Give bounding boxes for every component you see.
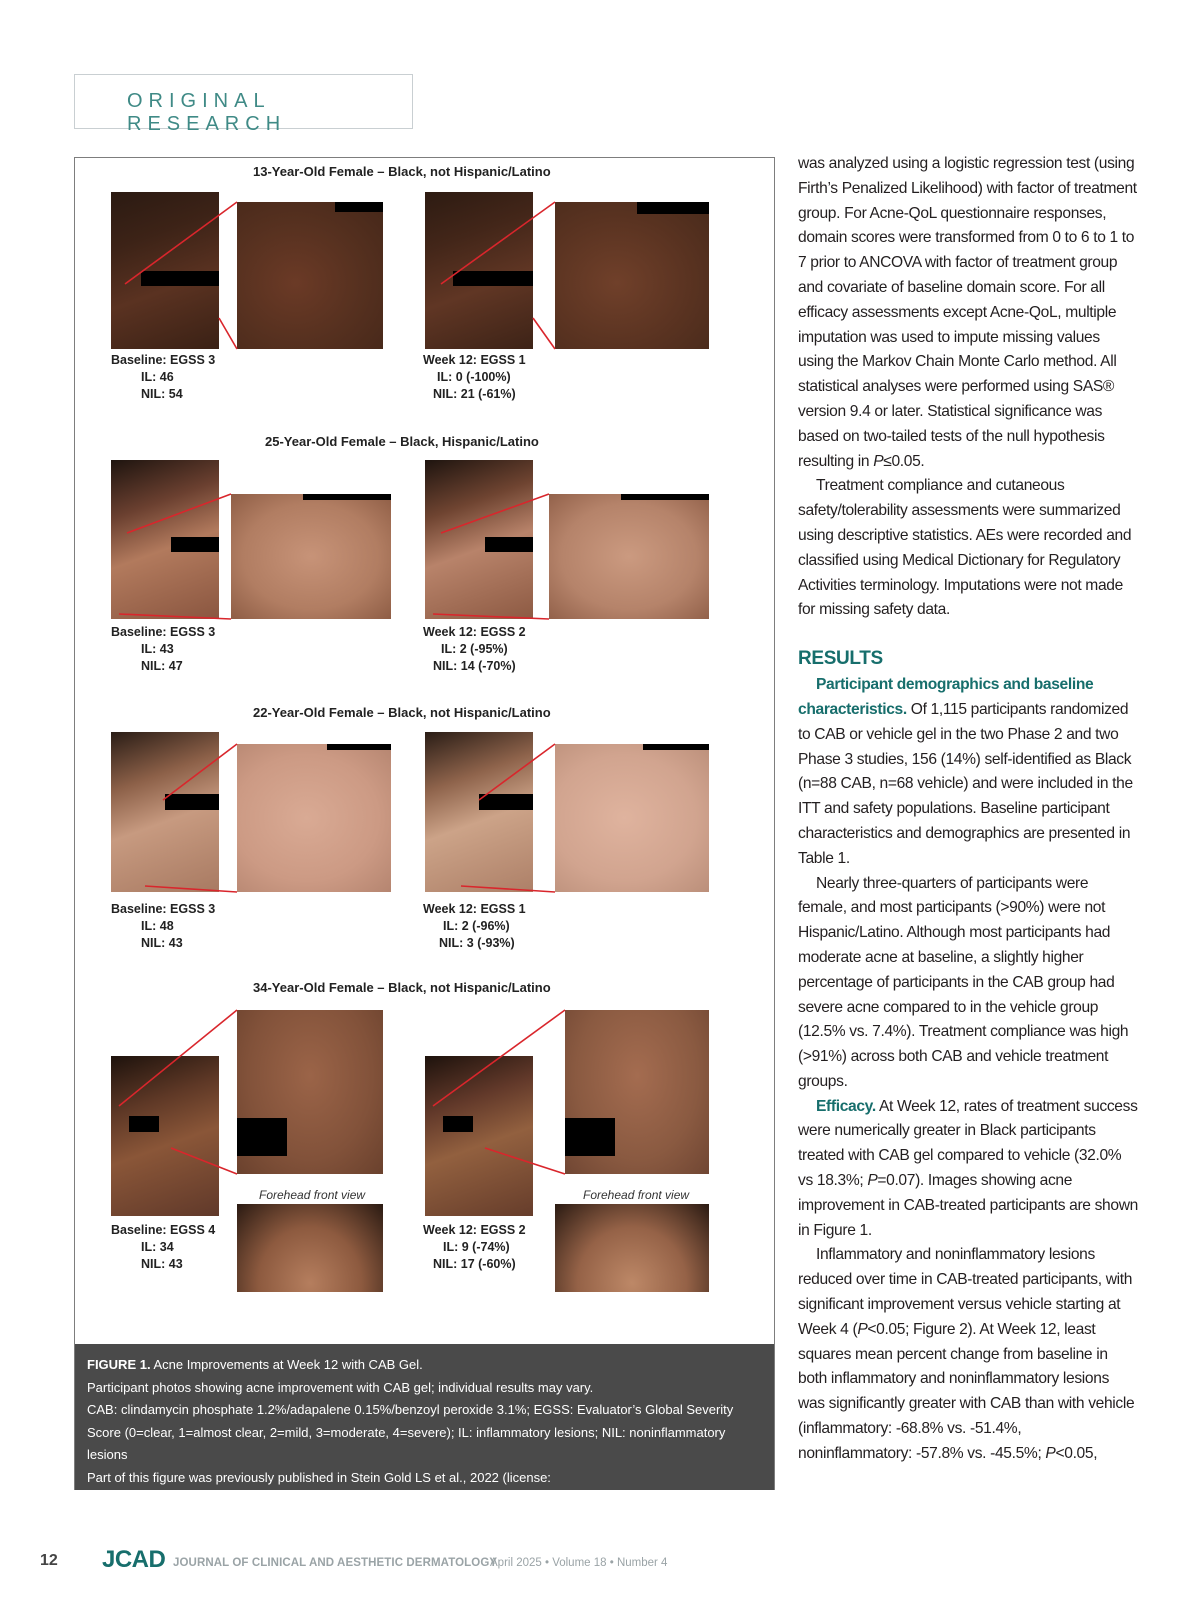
caption-title-line — [87, 1354, 762, 1377]
scale-bar — [637, 202, 709, 214]
results-heading: RESULTS — [798, 648, 883, 670]
p-value-symbol: P — [873, 452, 884, 470]
case-1-baseline-nil: NIL: 54 — [141, 387, 183, 401]
paragraph-participants: Nearly three-quarters of participants were female, and most participants (>90%) were not Hispanic/Latino. Although most participants had moderate acne at baseline, a slightly higher percentage of participants in the CAB group had severe acne compared to in the vehicle group (12.5% vs. 7.4%). Treatment compliance was high (>91%) across both CAB and vehicle treatment groups. — [798, 874, 1129, 1090]
case-3-baseline-face-photo — [111, 732, 219, 892]
case-2-baseline-face-photo — [111, 460, 219, 619]
caption-line-4 — [87, 1467, 762, 1515]
case-4-week12-nil: NIL: 17 (-60%) — [433, 1257, 516, 1271]
page-number: 12 — [40, 1552, 58, 1569]
case-2-title: 25-Year-Old Female – Black, Hispanic/Latino — [265, 434, 539, 449]
case-4-week12-forehead-photo — [555, 1204, 709, 1292]
paragraph-lesions — [798, 1243, 1138, 1466]
eye-censor-bar — [453, 271, 533, 286]
connector-line — [219, 318, 237, 349]
eye-censor-bar — [165, 794, 219, 810]
paragraph-demographics-text: Of 1,115 participants randomized to CAB or vehicle gel in the two Phase 2 and two Phase 3 studies, 156 (14%) self-identified as Black (n=88 CAB, n=68 vehicle) and were included in the ITT and safety populations. Baseline participant characteristics and demographics are presented in Table 1. — [798, 700, 1133, 867]
case-3-week12-nil: NIL: 3 (-93%) — [439, 936, 515, 950]
case-4-title: 34-Year-Old Female – Black, not Hispanic/Latino — [253, 980, 551, 995]
case-4-baseline-nil: NIL: 43 — [141, 1257, 183, 1271]
case-4-week12-il: IL: 9 (-74%) — [443, 1240, 510, 1254]
paragraph-statistics — [798, 152, 1138, 474]
caption-title: Acne Improvements at Week 12 with CAB Gel. — [150, 1357, 423, 1372]
case-1-title: 13-Year-Old Female – Black, not Hispanic/Latino — [253, 164, 551, 179]
figure-1 — [74, 157, 775, 1511]
figure-caption — [75, 1344, 774, 1511]
case-2-week12-egss: Week 12: EGSS 2 — [423, 625, 526, 639]
case-2-week12-il: IL: 2 (-95%) — [441, 642, 508, 656]
eye-censor-block — [565, 1118, 615, 1156]
journal-issue: April 2025 • Volume 18 • Number 4 — [490, 1557, 668, 1569]
case-1-week12-face-photo — [425, 192, 533, 349]
paragraph-lesions-text-b: <0.05; Figure 2). At Week 12, least squares mean percent change from baseline in both inflammatory and noninflammatory lesions was significantly greater with CAB than with vehicle (inflammatory: -68.8% vs. -51.4%, noninflammatory: -57.8% vs. -45.5%; — [798, 1320, 1135, 1462]
case-4-baseline-closeup-photo — [237, 1010, 383, 1174]
case-2-baseline-closeup-photo — [231, 494, 391, 619]
case-4-baseline-face-photo — [111, 1056, 219, 1216]
case-1-week12-stats — [423, 352, 526, 403]
case-4-baseline-forehead-photo — [237, 1204, 383, 1292]
case-1-week12-il: IL: 0 (-100%) — [437, 370, 511, 384]
p-value-symbol: P — [857, 1320, 868, 1338]
case-2-week12-closeup-photo — [549, 494, 709, 619]
case-2-week12-stats — [423, 624, 526, 675]
paragraph-safety: Treatment compliance and cutaneous safety/tolerability assessments were summarized using descriptive statistics. AEs were recorded and classified using Medical Dictionary for Regulatory Activities terminology. Imputations were not made for missing safety data. — [798, 477, 1132, 619]
case-1-baseline-stats — [111, 352, 215, 403]
case-3-baseline-egss: Baseline: EGSS 3 — [111, 902, 216, 916]
case-1-baseline-face-photo — [111, 192, 219, 349]
case-3-title: 22-Year-Old Female – Black, not Hispanic/Latino — [253, 705, 551, 720]
paragraph-lesions-text-a: Inflammatory and noninflammatory lesions reduced over time in CAB-treated participants, with significant improvement versus vehicle starting at Week 4 ( — [798, 1246, 1133, 1338]
scale-bar — [327, 744, 391, 750]
case-2-baseline-egss: Baseline: EGSS 3 — [111, 625, 216, 639]
case-4-week12-egss: Week 12: EGSS 2 — [423, 1223, 526, 1237]
paragraph-efficacy-text-b: =0.07). Images showing acne improvement in CAB-treated participants are shown in Figure 1. — [798, 1172, 1138, 1239]
paragraph-demographics — [798, 673, 1138, 871]
case-3-week12-closeup-photo — [555, 744, 709, 892]
scale-bar — [621, 494, 709, 500]
eye-censor-bar — [479, 794, 533, 810]
case-3-baseline-il: IL: 48 — [141, 919, 174, 933]
case-1-baseline-closeup-photo — [237, 202, 383, 349]
eye-censor-bar — [141, 271, 219, 286]
case-2-baseline-nil: NIL: 47 — [141, 659, 183, 673]
case-3-week12-stats — [423, 901, 526, 952]
case-2-baseline-stats — [111, 624, 215, 675]
paragraph-lesions-text-c: <0.05, — [1055, 1444, 1098, 1462]
case-1-week12-egss: Week 12: EGSS 1 — [423, 353, 526, 367]
case-4-baseline-il: IL: 34 — [141, 1240, 174, 1254]
demographics-subheading: Participant demographics and baseline characteristics. — [798, 676, 1094, 718]
scale-bar — [303, 494, 391, 500]
case-4-week12-forehead-label: Forehead front view — [583, 1188, 690, 1202]
eye-censor-bar — [443, 1116, 473, 1132]
section-label: ORIGINAL RESEARCH — [127, 90, 287, 135]
section-header-box — [74, 74, 413, 135]
scale-bar — [335, 202, 383, 212]
case-3-baseline-nil: NIL: 43 — [141, 936, 183, 950]
case-3-week12-face-photo — [425, 732, 533, 892]
caption-line-3: CAB: clindamycin phosphate 1.2%/adapalene 0.15%/benzoyl peroxide 3.1%; EGSS: Evaluator’s Global Severity Score (0=clear, 1=almost clear, 2=mild, 3=moderate, 4=severe); IL: inflammatory lesions; NIL: noninflammatory lesions — [87, 1402, 734, 1462]
journal-logo: JCAD — [102, 1546, 166, 1573]
case-1-baseline-il: IL: 46 — [141, 370, 174, 384]
case-4-week12-face-photo — [425, 1056, 533, 1216]
case-4-baseline-egss: Baseline: EGSS 4 — [111, 1223, 216, 1237]
efficacy-subheading: Efficacy. — [816, 1097, 876, 1115]
case-4-baseline-stats — [111, 1222, 215, 1273]
caption-figure-label: FIGURE 1. — [87, 1357, 151, 1372]
case-3-baseline-closeup-photo — [237, 744, 391, 892]
case-4-baseline-forehead-label: Forehead front view — [259, 1188, 366, 1202]
case-1-week12-closeup-photo — [555, 202, 709, 349]
body-text-column — [798, 152, 1138, 1467]
case-1-week12-nil: NIL: 21 (-61%) — [433, 387, 516, 401]
case-3-baseline-stats — [111, 901, 215, 952]
journal-name: JOURNAL OF CLINICAL AND AESTHETIC DERMATOLOGY — [173, 1557, 498, 1569]
scale-bar — [643, 744, 709, 750]
caption-line-2: Participant photos showing acne improvement with CAB gel; individual results may vary. — [87, 1379, 594, 1395]
paragraph-statistics-end: ≤0.05. — [883, 452, 925, 470]
case-3-week12-il: IL: 2 (-96%) — [443, 919, 510, 933]
case-2-week12-nil: NIL: 14 (-70%) — [433, 659, 516, 673]
paragraph-efficacy — [798, 1095, 1138, 1244]
caption-license-text: Part of this figure was previously published in Stein Gold LS et al., 2022 (license: https://creativecommons.org/licenses/by-nc/4.0/). — [87, 1469, 551, 1511]
case-4-week12-stats — [423, 1222, 526, 1273]
case-3-week12-egss: Week 12: EGSS 1 — [423, 902, 526, 916]
eye-censor-bar — [485, 537, 533, 552]
p-value-symbol: P — [1045, 1444, 1056, 1462]
page-footer — [40, 1548, 1160, 1578]
eye-censor-bar — [171, 537, 219, 552]
caption-reference: 17 — [369, 1495, 379, 1504]
case-1-baseline-egss: Baseline: EGSS 3 — [111, 353, 216, 367]
p-value-symbol: P — [867, 1172, 878, 1190]
connector-line — [533, 318, 555, 349]
case-4-week12-closeup-photo — [565, 1010, 709, 1174]
paragraph-statistics-text: was analyzed using a logistic regression test (using Firth’s Penalized Likelihood) with factor of treatment group. For Acne-QoL questionnaire responses, domain scores were transformed from 0 to 6 to 1 to 7 prior to ANCOVA with factor of treatment group and covariate of baseline domain score. For all efficacy assessments except Acne-QoL, multiple imputation was used to impute missing values using the Markov Chain Monte Carlo method. All statistical analyses were performed using SAS® version 9.4 or later. Statistical significance was based on two-tailed tests of the null hypothesis resulting in — [798, 155, 1137, 470]
case-2-baseline-il: IL: 43 — [141, 642, 174, 656]
eye-censor-bar — [129, 1116, 159, 1132]
case-2-week12-face-photo — [425, 460, 533, 619]
eye-censor-block — [237, 1118, 287, 1156]
paragraph-efficacy-text-a: At Week 12, rates of treatment success were numerically greater in Black participants treated with CAB gel compared to vehicle (32.0% vs 18.3%; — [798, 1097, 1138, 1190]
